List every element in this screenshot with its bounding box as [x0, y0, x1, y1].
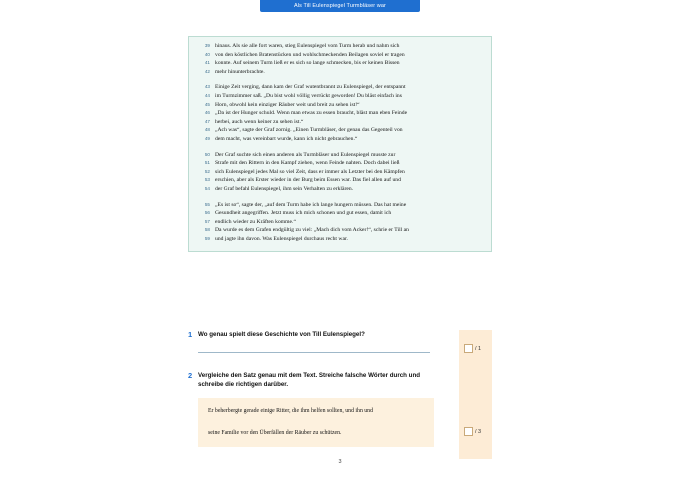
line-number: 49 [204, 135, 210, 141]
text-line [197, 219, 483, 228]
questions-section [188, 330, 492, 447]
score-checkbox-1[interactable] [464, 344, 473, 353]
line-text: erschien, aber als Erster wieder in der Burg beim Essen war. Das fiel allen auf und [215, 177, 401, 184]
line-text: „Da ist der Hunger schuld. Wenn man etwas zu essen braucht, bläst man eben Feinde [215, 110, 408, 117]
score-item-1 [464, 344, 481, 353]
line-number: 51 [204, 160, 210, 166]
line-number: 50 [204, 151, 210, 157]
text-line [197, 110, 483, 119]
score-label-1: / 1 [475, 345, 482, 352]
line-number: 59 [204, 235, 210, 241]
line-text: herbei, auch wenn keiner zu sehen ist.“ [215, 118, 304, 125]
page-number: 3 [338, 459, 342, 465]
line-number: 44 [204, 92, 210, 98]
line-number: 48 [204, 127, 210, 133]
line-text: im Turmzimmer saß. „Du bist wohl völlig verrückt geworden! Du bläst einfach ins [215, 92, 402, 99]
score-label-2: / 3 [475, 428, 482, 435]
line-number: 55 [204, 201, 210, 207]
line-text: und jagte ihn davon. Was Eulenspiegel durchaus recht war. [215, 235, 348, 242]
text-line [197, 69, 483, 78]
text-line [197, 186, 483, 195]
text-line [197, 52, 483, 61]
question-text: Wo genau spielt diese Geschichte von Till Eulenspiegel? [198, 331, 365, 338]
text-line [197, 93, 483, 102]
line-number: 45 [204, 101, 210, 107]
line-number: 46 [204, 110, 210, 116]
reading-text-block [188, 36, 492, 252]
line-text: Gesundheit angegriffen. Jetzt muss ich mich schonen und gut essen, damit ich [215, 210, 392, 217]
line-text: „Es ist so“, sagte der, „auf dem Turm habe ich lange hungern müssen. Das hat meine [215, 201, 407, 208]
line-number: 43 [204, 84, 210, 90]
text-line [197, 84, 483, 93]
answer-line-1[interactable] [198, 339, 430, 353]
text-paragraph [197, 202, 483, 245]
line-text: der Graf befahl Eulenspiegel, ihm sein Verhalten zu erklären. [215, 185, 354, 192]
line-text: Einige Zeit verging, dann kam der Graf wutentbrannt zu Eulenspiegel, der entspannt [215, 84, 406, 91]
text-line [197, 60, 483, 69]
question-text-line1: Vergleiche den Satz genau mit dem Text. Streiche falsche Wörter durch und [198, 372, 420, 379]
text-line [197, 236, 483, 245]
question-text-line2: schreibe die richtigen darüber. [198, 381, 289, 388]
text-line [197, 202, 483, 211]
document-title-tab: Als Till Eulenspiegel Turmbläser war [260, 0, 420, 12]
text-line [197, 127, 483, 136]
text-line [197, 43, 483, 52]
text-line [197, 227, 483, 236]
line-number: 58 [204, 227, 210, 233]
text-paragraph [197, 84, 483, 144]
line-text: endlich wieder zu Kräften komme.“ [215, 218, 296, 225]
question-2 [188, 371, 492, 447]
text-line [197, 136, 483, 145]
line-number: 41 [204, 60, 210, 66]
line-number: 40 [204, 51, 210, 57]
line-number: 52 [204, 168, 210, 174]
score-item-2 [464, 427, 481, 436]
line-text: dem macht, was vereinbart wurde, kann ich nicht gebrauchen.“ [215, 135, 358, 142]
line-text: Horn, obwohl kein einziger Räuber weit und breit zu sehen ist!“ [215, 101, 360, 108]
excerpt-box[interactable] [198, 398, 434, 447]
line-text: Da wurde es dem Grafen endgültig zu viel: „Mach dich vom Acker!“, schrie er Till an [215, 227, 409, 234]
text-line [197, 102, 483, 111]
line-number: 54 [204, 185, 210, 191]
line-number: 42 [204, 68, 210, 74]
text-line [197, 210, 483, 219]
line-text: von den köstlichen Bratenstücken und wohlschmeckenden Beilagen soviel er tragen [215, 51, 405, 58]
line-number: 57 [204, 218, 210, 224]
question-number: 1 [188, 330, 193, 339]
line-text: konnte. Auf seinem Turm ließ er es sich so lange schmecken, bis er keinen Bissen [215, 60, 400, 67]
line-number: 39 [204, 43, 210, 48]
line-text: sich Eulenspiegel jedes Mal so viel Zeit, dass er immer als Letzter bei den Kämpfen [215, 168, 405, 175]
question-number: 2 [188, 371, 193, 380]
text-paragraph [197, 43, 483, 77]
score-checkbox-2[interactable] [464, 427, 473, 436]
excerpt-line-1: Er beherbergte gerade einige Ritter, die ihm helfen sollten, und ihn und [208, 408, 373, 414]
line-text: „Ach was“, sagte der Graf zornig. „Einen Turmbläser, der genau das Gegenteil von [215, 127, 403, 134]
line-text: mehr hinunterbrachte. [215, 68, 265, 75]
line-text: Strafe mit den Rittern in den Kampf ziehen, wenn Feinde nahten. Doch dabei ließ [215, 160, 400, 167]
text-paragraph [197, 152, 483, 195]
line-number: 53 [204, 177, 210, 183]
question-1 [188, 330, 492, 339]
text-line [197, 152, 483, 161]
line-number: 47 [204, 118, 210, 124]
line-text: hinaus. Als sie alle fort waren, stieg Eulenspiegel vom Turm herab und nahm sich [215, 43, 400, 49]
question-text [198, 371, 420, 389]
line-number: 56 [204, 210, 210, 216]
line-text: Der Graf suchte sich einen anderen als Turmbläser und Eulenspiegel musste zur [215, 151, 396, 158]
text-line [197, 160, 483, 169]
text-line [197, 177, 483, 186]
excerpt-line-2: seine Familie vor den Überfällen der Räuber zu schützen. [208, 430, 342, 436]
